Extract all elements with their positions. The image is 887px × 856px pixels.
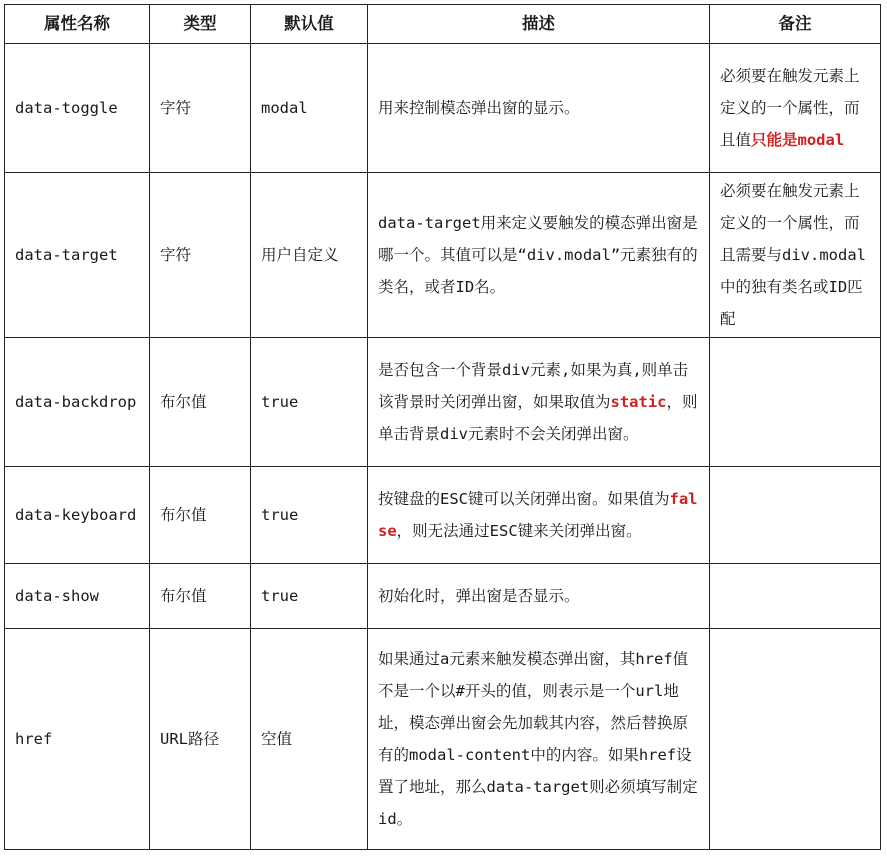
cell-type: 布尔值 (150, 338, 251, 467)
table-row (5, 629, 881, 850)
cell-default: true (251, 338, 368, 467)
cell-default: 空值 (251, 629, 368, 850)
header-description: 描述 (368, 5, 710, 44)
cell-type: 字符 (150, 44, 251, 173)
cell-description (368, 564, 710, 629)
cell-description (368, 44, 710, 173)
cell-default: 用户自定义 (251, 173, 368, 338)
cell-default: true (251, 564, 368, 629)
cell-note (710, 44, 881, 173)
cell-name: href (5, 629, 150, 850)
text-segment: 按键盘的ESC键可以关闭弹出窗。如果值为 (378, 490, 670, 508)
cell-name: data-backdrop (5, 338, 150, 467)
cell-note (710, 338, 881, 467)
highlight-text: static (610, 393, 667, 411)
cell-name: data-keyboard (5, 467, 150, 564)
header-default: 默认值 (251, 5, 368, 44)
cell-note (710, 564, 881, 629)
table-row (5, 467, 881, 564)
cell-type: 布尔值 (150, 467, 251, 564)
header-type: 类型 (150, 5, 251, 44)
cell-description (368, 173, 710, 338)
cell-default: true (251, 467, 368, 564)
table-row (5, 44, 881, 173)
text-segment: 是否包含一个背景div元素,如果为真,则单击该背景时关闭弹出窗，如果取值为 (378, 361, 689, 411)
cell-type: URL路径 (150, 629, 251, 850)
text-segment: ，则单击背景div元素时不会关闭弹出窗。 (378, 393, 698, 443)
highlight-text: 只能是modal (751, 131, 845, 149)
text-segment: 必须要在触发元素上定义的一个属性，而且值 (720, 67, 860, 149)
header-row (5, 5, 881, 44)
cell-note (710, 467, 881, 564)
text-segment: 用来控制模态弹出窗的显示。 (378, 99, 580, 117)
cell-description (368, 629, 710, 850)
text-segment: 如果通过a元素来触发模态弹出窗，其href值不是一个以#开头的值，则表示是一个url地址，模态弹出窗会先加载其内容，然后替换原有的modal-content中的内容。如果href设置了地址，那么data-target则必须填写制定id。 (378, 650, 698, 828)
cell-note (710, 173, 881, 338)
cell-default: modal (251, 44, 368, 173)
table-row (5, 564, 881, 629)
header-name: 属性名称 (5, 5, 150, 44)
text-segment: 初始化时，弹出窗是否显示。 (378, 587, 580, 605)
table-row (5, 173, 881, 338)
text-segment: 必须要在触发元素上定义的一个属性，而且需要与div.modal中的独有类名或ID匹配 (720, 182, 866, 328)
text-segment: ，则无法通过ESC键来关闭弹出窗。 (396, 522, 642, 540)
highlight-text: false (378, 490, 698, 540)
table-row (5, 338, 881, 467)
cell-type: 布尔值 (150, 564, 251, 629)
cell-description (368, 338, 710, 467)
cell-name: data-show (5, 564, 150, 629)
cell-name: data-toggle (5, 44, 150, 173)
cell-name: data-target (5, 173, 150, 338)
cell-description (368, 467, 710, 564)
properties-table (4, 4, 881, 850)
cell-type: 字符 (150, 173, 251, 338)
header-note: 备注 (710, 5, 881, 44)
cell-note (710, 629, 881, 850)
text-segment: data-target用来定义要触发的模态弹出窗是哪一个。其值可以是“div.modal”元素独有的类名，或者ID名。 (378, 214, 698, 296)
